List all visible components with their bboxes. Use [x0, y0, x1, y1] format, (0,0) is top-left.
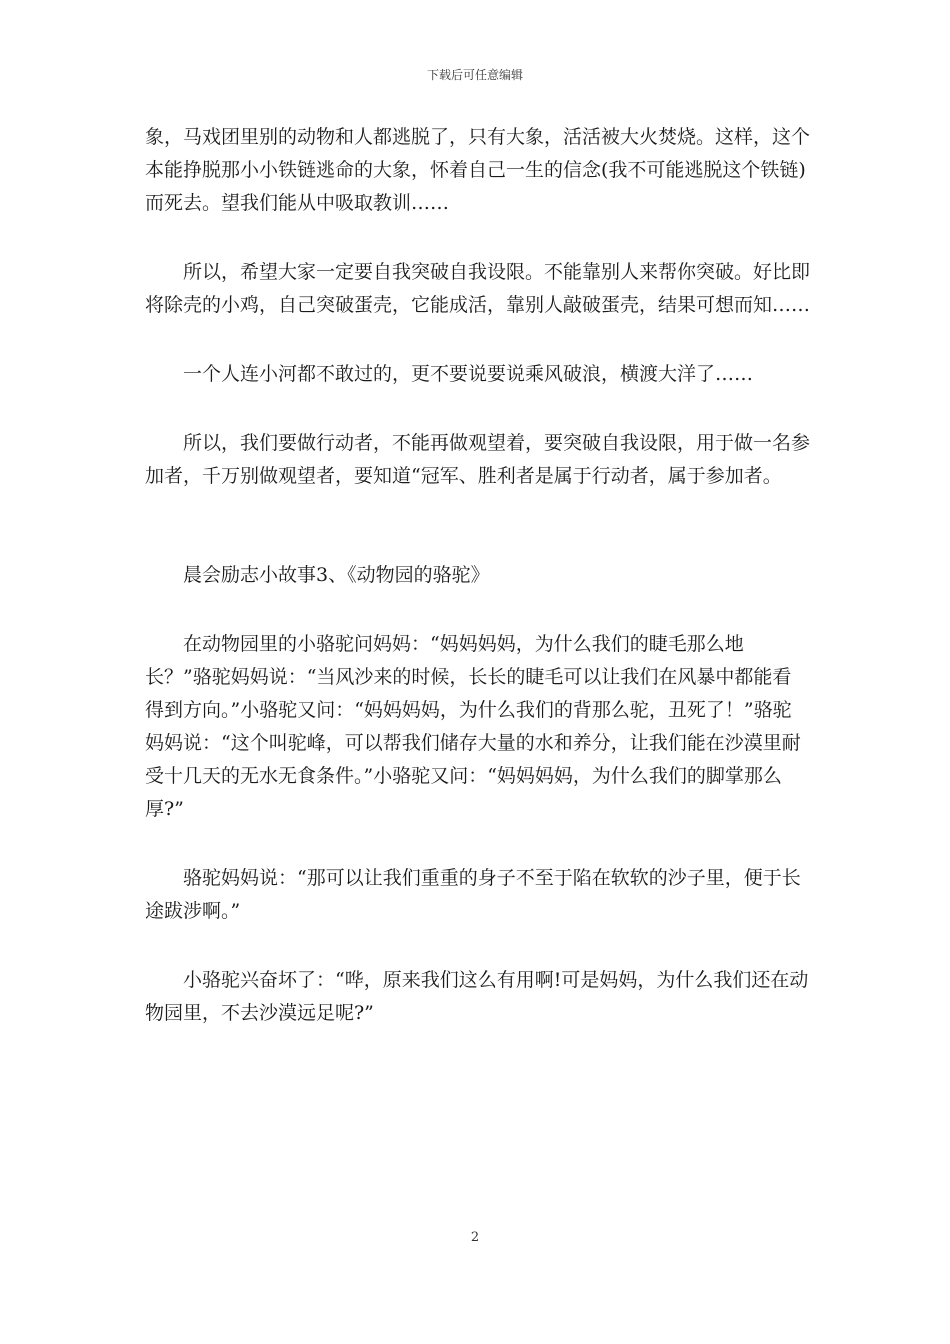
story-title: 晨会励志小故事3、《动物园的骆驼》 — [183, 564, 490, 586]
paragraph-camel-excited: 小骆驼兴奋坏了：“哗，原来我们这么有用啊!可是妈妈，为什么我们还在动物园里，不去沙漠远足呢?” — [145, 969, 809, 1024]
paragraph-river: 一个人连小河都不敢过的，更不要说要说乘风破浪，横渡大洋了…… — [183, 363, 754, 385]
section-gap — [145, 493, 810, 559]
paragraph-gap — [145, 826, 810, 862]
paragraph-camel-questions: 在动物园里的小骆驼问妈妈：“妈妈妈妈，为什么我们的睫毛那么地长？”骆驼妈妈说：“当风沙来的时候，长长的睫毛可以让我们在风暴中都能看得到方向。”小骆驼又问：“妈妈妈妈，为什么我们的背那么驼，丑死了！”骆驼妈妈说：“这个叫驼峰，可以帮我们储存大量的水和养分，让我们能在沙漠里耐受十几天的无水无食条件。”小骆驼又问：“妈妈妈妈，为什么我们的脚掌那么厚?” — [145, 633, 801, 820]
page-number: 2 — [470, 1230, 480, 1245]
paragraph-gap — [145, 592, 810, 628]
document-body — [145, 121, 810, 1030]
paragraph-camel-feet: 骆驼妈妈说：“那可以让我们重重的身子不至于陷在软软的沙子里，便于长途跋涉啊。” — [145, 867, 801, 922]
paragraph-be-a-doer: 所以，我们要做行动者，不能再做观望着，要突破自我设限，用于做一名参加者，千万别做观望者，要知道“冠军、胜利者是属于行动者，属于参加者。 — [145, 432, 811, 487]
paragraph-elephant-ending: 象，马戏团里别的动物和人都逃脱了，只有大象，活活被大火焚烧。这样，这个本能挣脱那小小铁链逃命的大象，怀着自己一生的信念(我不可能逃脱这个铁链)而死去。望我们能从中吸取教训…… — [145, 126, 811, 214]
paragraph-gap — [145, 220, 810, 256]
paragraph-gap — [145, 928, 810, 964]
paragraph-gap — [145, 391, 810, 427]
paragraph-self-breakthrough: 所以，希望大家一定要自我突破自我设限。不能靠别人来帮你突破。好比即将除壳的小鸡，自己突破蛋壳，它能成活，靠别人敲破蛋壳，结果可想而知…… — [145, 261, 811, 316]
paragraph-gap — [145, 322, 810, 358]
page-header: 下载后可任意编辑 — [426, 68, 523, 82]
